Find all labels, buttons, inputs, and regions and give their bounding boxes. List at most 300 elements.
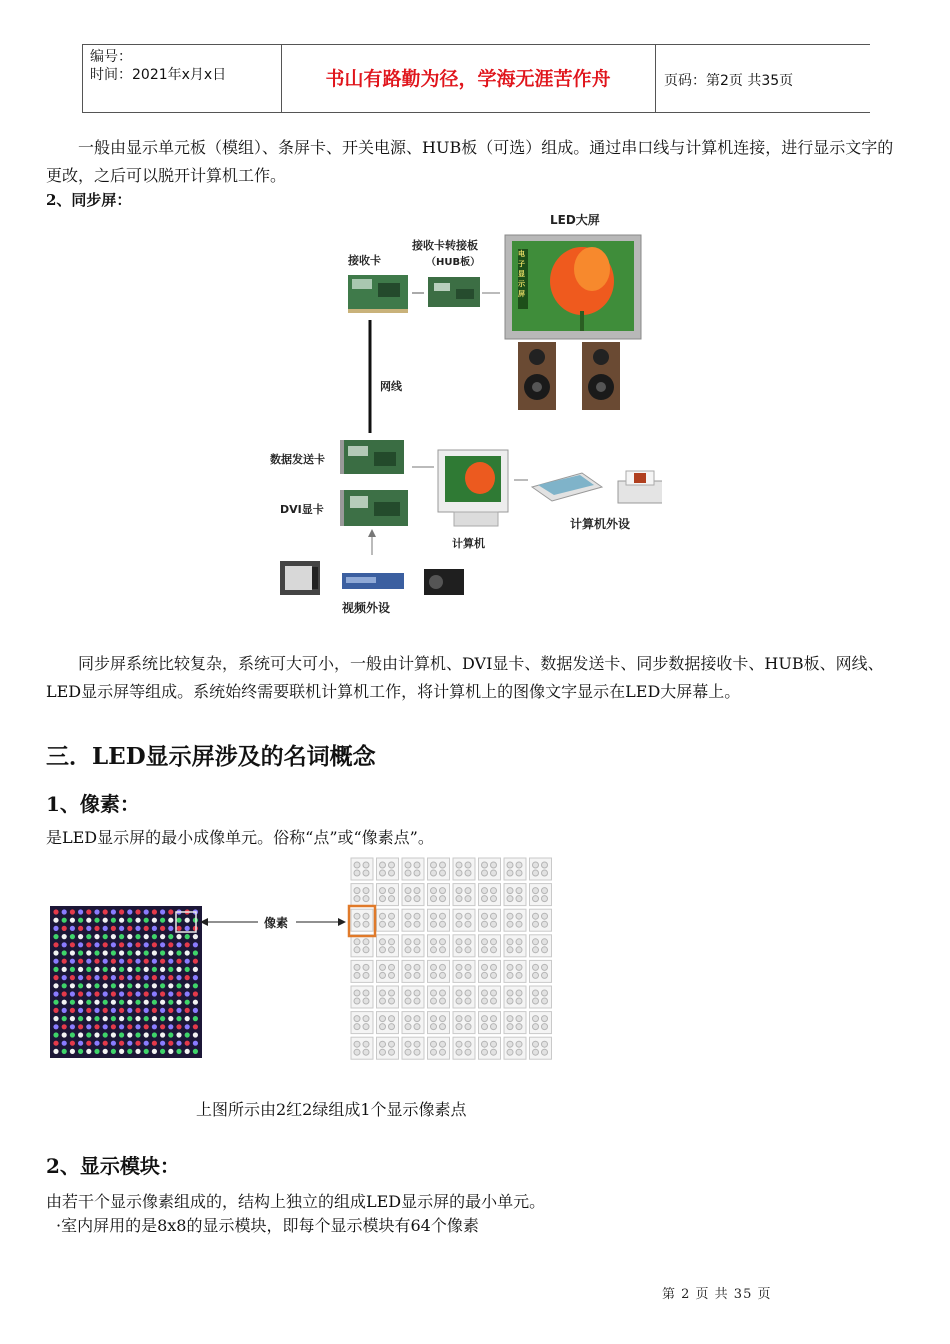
- led-dot: [103, 926, 108, 931]
- led-dot: [127, 1000, 132, 1005]
- led-dot: [176, 942, 181, 947]
- led-dot: [53, 950, 58, 955]
- led-dot: [160, 934, 165, 939]
- pixel-led: [440, 947, 446, 953]
- led-dot: [152, 950, 157, 955]
- pixel-cell: [351, 935, 373, 957]
- led-dot: [185, 1024, 190, 1029]
- led-dot: [135, 1049, 140, 1054]
- pixel-led: [533, 888, 539, 894]
- pixel-led: [533, 870, 539, 876]
- led-dot: [78, 1049, 83, 1054]
- pixel-led: [354, 1016, 360, 1022]
- pixel-led: [405, 998, 411, 1004]
- pixel-cell: [504, 858, 526, 880]
- pixel-led: [405, 1041, 411, 1047]
- pixel-led: [405, 1049, 411, 1055]
- pixel-led: [456, 1024, 462, 1030]
- led-dot: [119, 967, 124, 972]
- pixel-led: [380, 1049, 386, 1055]
- pixel-led: [482, 862, 488, 868]
- led-dot: [111, 1008, 116, 1013]
- led-dot: [62, 950, 67, 955]
- led-dot: [78, 1024, 83, 1029]
- pixel-led: [542, 888, 548, 894]
- led-dot: [144, 909, 149, 914]
- pixel-cell: [479, 935, 501, 957]
- led-dot: [111, 975, 116, 980]
- led-dot: [78, 983, 83, 988]
- pixel-led: [482, 888, 488, 894]
- pixel-led: [363, 1024, 369, 1030]
- pixel-led: [414, 896, 420, 902]
- led-dot: [62, 926, 67, 931]
- pixel-led: [431, 1049, 437, 1055]
- led-dot: [135, 918, 140, 923]
- led-dot: [185, 1000, 190, 1005]
- sync-heading: 2、同步屏：: [46, 191, 132, 209]
- led-dot: [70, 1016, 75, 1021]
- pixel-led: [516, 913, 522, 919]
- led-dot: [78, 1000, 83, 1005]
- pixel-led: [507, 1016, 513, 1022]
- pixel-led: [354, 964, 360, 970]
- led-dot: [168, 934, 173, 939]
- pixel-led: [414, 921, 420, 927]
- led-dot: [70, 909, 75, 914]
- led-dot: [168, 1032, 173, 1037]
- pixel-led: [482, 1049, 488, 1055]
- pixel-cell: [428, 935, 450, 957]
- tv-image: [280, 561, 320, 595]
- led-dot: [94, 1008, 99, 1013]
- pixel-cell: [530, 858, 552, 880]
- led-dot: [144, 959, 149, 964]
- pixel-led: [389, 947, 395, 953]
- pixel-led: [405, 913, 411, 919]
- pixel-led: [482, 1041, 488, 1047]
- pixel-led: [431, 1041, 437, 1047]
- pixel-led: [431, 990, 437, 996]
- led-dot: [185, 1016, 190, 1021]
- pixel-led: [363, 921, 369, 927]
- led-dot: [78, 991, 83, 996]
- led-dot: [94, 909, 99, 914]
- led-dot: [70, 1032, 75, 1037]
- pixel-led: [456, 939, 462, 945]
- pixel-led: [456, 913, 462, 919]
- led-dot: [127, 1041, 132, 1046]
- header-meta: [90, 48, 226, 84]
- pixel-led: [465, 964, 471, 970]
- pixel-led: [431, 862, 437, 868]
- led-dot: [103, 1024, 108, 1029]
- pixel-led: [380, 990, 386, 996]
- led-dot: [94, 1024, 99, 1029]
- pixel-led: [507, 1049, 513, 1055]
- led-dot: [94, 950, 99, 955]
- pixel-led: [542, 939, 548, 945]
- pixel-cell: [377, 1037, 399, 1059]
- led-dot: [176, 918, 181, 923]
- pixel-led: [491, 947, 497, 953]
- led-dot: [185, 950, 190, 955]
- pixel-led: [507, 1024, 513, 1030]
- led-dot: [53, 1008, 58, 1013]
- pixel-led: [482, 1024, 488, 1030]
- pixel-led: [414, 1016, 420, 1022]
- led-dot: [70, 942, 75, 947]
- led-dot: [135, 1000, 140, 1005]
- led-dot: [103, 975, 108, 980]
- pixel-led: [542, 1041, 548, 1047]
- pixel-led: [491, 1041, 497, 1047]
- led-dot: [135, 967, 140, 972]
- pixel-led: [542, 972, 548, 978]
- pixel-led: [354, 888, 360, 894]
- led-dot: [103, 1008, 108, 1013]
- pixel-led: [363, 862, 369, 868]
- pixel-led: [389, 862, 395, 868]
- led-dot: [152, 1008, 157, 1013]
- led-dot: [53, 1000, 58, 1005]
- pixel-led: [405, 888, 411, 894]
- pixel-led: [380, 870, 386, 876]
- pixel-led: [482, 972, 488, 978]
- pixel-led: [491, 1024, 497, 1030]
- pixel-led: [465, 1016, 471, 1022]
- pixel-led: [465, 870, 471, 876]
- pixel-led: [405, 972, 411, 978]
- pixel-led: [431, 964, 437, 970]
- intro-paragraph: 一般由显示单元板（模组）、条屏卡、开关电源、HUB板（可选）组成。通过串口线与计算机连接，进行显示文字的更改，之后可以脱开计算机工作。: [46, 138, 894, 185]
- led-dot: [144, 1041, 149, 1046]
- pixel-led: [431, 888, 437, 894]
- pixel-led: [354, 947, 360, 953]
- pixel-cell: [351, 1012, 373, 1034]
- led-dot: [111, 918, 116, 923]
- pixel-cell: [530, 986, 552, 1008]
- pixel-led: [456, 1016, 462, 1022]
- led-dot: [127, 934, 132, 939]
- pixel-led: [465, 888, 471, 894]
- pixel-led: [440, 1024, 446, 1030]
- pixel-led: [414, 888, 420, 894]
- pixel-cell: [377, 858, 399, 880]
- led-dot: [62, 1049, 67, 1054]
- led-dot: [168, 942, 173, 947]
- pixel-led: [507, 939, 513, 945]
- pixel-led: [542, 862, 548, 868]
- pixel-led: [516, 939, 522, 945]
- led-dot: [119, 1024, 124, 1029]
- led-dot: [86, 983, 91, 988]
- projector-image: [424, 569, 464, 595]
- led-dot: [111, 950, 116, 955]
- led-dot: [86, 1032, 91, 1037]
- pixel-led: [516, 1024, 522, 1030]
- pixel-grid-zoom: [351, 858, 552, 1059]
- pixel-led: [516, 1041, 522, 1047]
- pixel-led: [533, 1016, 539, 1022]
- led-dot: [53, 1024, 58, 1029]
- led-dot: [160, 918, 165, 923]
- led-dot: [176, 1041, 181, 1046]
- pixel-cell: [504, 1012, 526, 1034]
- pixel-cell: [402, 909, 424, 931]
- pixel-led: [363, 947, 369, 953]
- led-dot: [53, 942, 58, 947]
- pixel-cell: [377, 884, 399, 906]
- led-dot: [119, 918, 124, 923]
- pixel-cell: [504, 909, 526, 931]
- led-dot: [160, 967, 165, 972]
- pixel-led: [354, 939, 360, 945]
- led-dot: [176, 1008, 181, 1013]
- led-dot: [168, 1008, 173, 1013]
- led-dot: [111, 967, 116, 972]
- pixel-cell: [428, 1037, 450, 1059]
- pixel-led: [491, 939, 497, 945]
- pixel-led: [482, 939, 488, 945]
- pixel-cell: [479, 884, 501, 906]
- pixel-led: [414, 1024, 420, 1030]
- led-dot: [193, 950, 198, 955]
- label-hub-board-line2: （HUB板）: [426, 257, 481, 268]
- led-dot: [193, 983, 198, 988]
- pixel-led: [440, 990, 446, 996]
- led-dot: [111, 983, 116, 988]
- header-bottom-rule: [82, 112, 870, 113]
- led-dot: [94, 1049, 99, 1054]
- pixel-led: [542, 870, 548, 876]
- led-dot: [70, 926, 75, 931]
- led-dot: [70, 959, 75, 964]
- led-dot: [152, 942, 157, 947]
- pixel-led: [533, 1049, 539, 1055]
- led-dot: [193, 1049, 198, 1054]
- pixel-led: [456, 947, 462, 953]
- pixel-led: [431, 1016, 437, 1022]
- pixel-cell: [530, 884, 552, 906]
- led-dot: [135, 1041, 140, 1046]
- pixel-led: [533, 998, 539, 1004]
- led-dot: [168, 1024, 173, 1029]
- led-dot: [152, 991, 157, 996]
- led-dot: [119, 1041, 124, 1046]
- pixel-led: [542, 964, 548, 970]
- pixel-led: [405, 870, 411, 876]
- led-dot: [176, 975, 181, 980]
- label-receiver-card: 接收卡: [348, 254, 381, 267]
- pixel-cell: [428, 884, 450, 906]
- pixel-led: [465, 947, 471, 953]
- led-dot: [86, 934, 91, 939]
- led-dot: [86, 991, 91, 996]
- led-dot: [62, 918, 67, 923]
- pixel-led: [354, 913, 360, 919]
- pixel-led: [507, 1041, 513, 1047]
- pixel-cell: [428, 960, 450, 982]
- pixel-led: [380, 964, 386, 970]
- led-dot: [168, 1041, 173, 1046]
- led-dot: [135, 975, 140, 980]
- led-dot: [185, 983, 190, 988]
- led-dot: [86, 942, 91, 947]
- pixel-led: [516, 896, 522, 902]
- led-dot: [168, 1016, 173, 1021]
- led-dot: [144, 926, 149, 931]
- pixel-led: [491, 913, 497, 919]
- led-dot: [160, 1032, 165, 1037]
- pixel-led: [354, 1041, 360, 1047]
- pixel-led: [456, 1041, 462, 1047]
- led-dot: [176, 926, 181, 931]
- led-dot: [103, 959, 108, 964]
- pixel-led: [440, 870, 446, 876]
- led-dot: [94, 926, 99, 931]
- pixel-led: [533, 921, 539, 927]
- led-dot: [168, 1049, 173, 1054]
- pixel-led: [414, 947, 420, 953]
- led-dot: [62, 1041, 67, 1046]
- pixel-led: [465, 1024, 471, 1030]
- led-dot: [193, 975, 198, 980]
- led-dot: [127, 909, 132, 914]
- header-top-rule: [82, 44, 870, 45]
- led-dot: [193, 934, 198, 939]
- led-dot: [70, 934, 75, 939]
- pixel-led: [507, 870, 513, 876]
- pixel-led: [440, 1049, 446, 1055]
- pixel-led: [405, 990, 411, 996]
- receiver-card-image: [348, 275, 408, 313]
- pixel-led: [507, 990, 513, 996]
- led-dot: [94, 1032, 99, 1037]
- pixel-led: [507, 947, 513, 953]
- pixel-led: [516, 862, 522, 868]
- pixel-cell: [453, 935, 475, 957]
- pixel-cell: [351, 858, 373, 880]
- pixel-led: [507, 964, 513, 970]
- led-dot: [127, 1032, 132, 1037]
- pixel-led: [380, 1016, 386, 1022]
- pixel-led: [491, 990, 497, 996]
- pixel-led: [542, 998, 548, 1004]
- led-dot: [53, 991, 58, 996]
- led-dot: [86, 1000, 91, 1005]
- pixel-led: [389, 1049, 395, 1055]
- led-dot: [160, 1016, 165, 1021]
- led-dot: [62, 934, 67, 939]
- led-dot: [176, 983, 181, 988]
- led-dot: [86, 926, 91, 931]
- led-dot: [70, 975, 75, 980]
- pixel-cell: [453, 986, 475, 1008]
- pixel-led: [431, 998, 437, 1004]
- led-dot: [193, 991, 198, 996]
- pixel-cell: [402, 858, 424, 880]
- pixel-cell: [479, 986, 501, 1008]
- led-dot: [103, 1041, 108, 1046]
- pixel-led: [482, 947, 488, 953]
- led-dot: [94, 934, 99, 939]
- led-dot: [78, 1008, 83, 1013]
- pixel-led: [363, 896, 369, 902]
- pixel-cell: [351, 884, 373, 906]
- led-dot: [78, 967, 83, 972]
- led-dot: [70, 1024, 75, 1029]
- led-dot: [144, 1032, 149, 1037]
- pixel-led: [440, 862, 446, 868]
- pixel-cell: [377, 935, 399, 957]
- pixel-led: [507, 888, 513, 894]
- led-dot: [111, 1049, 116, 1054]
- pixel-led: [389, 913, 395, 919]
- pixel-led: [414, 972, 420, 978]
- pixel-led: [533, 1041, 539, 1047]
- pixel-led: [516, 990, 522, 996]
- speaker-right-image: [582, 342, 620, 410]
- led-dot: [53, 1049, 58, 1054]
- led-dot: [135, 959, 140, 964]
- pixel-led: [414, 1041, 420, 1047]
- pixel-led: [516, 888, 522, 894]
- pixel-led: [533, 947, 539, 953]
- vcr-image: [342, 573, 404, 589]
- pixel-led: [414, 913, 420, 919]
- pixel-cell: [479, 909, 501, 931]
- pixel-led: [465, 939, 471, 945]
- led-dot: [119, 942, 124, 947]
- label-dvi-card: DVI显卡: [280, 503, 324, 516]
- led-dot: [160, 942, 165, 947]
- led-dot: [193, 1041, 198, 1046]
- led-dot: [62, 1000, 67, 1005]
- led-dot: [144, 975, 149, 980]
- pixel-cell: [530, 1012, 552, 1034]
- led-dot: [144, 991, 149, 996]
- led-dot: [111, 934, 116, 939]
- led-dot: [135, 1008, 140, 1013]
- pixel-figure-graphics: [48, 856, 558, 1066]
- led-dot: [103, 934, 108, 939]
- pixel-heading: 1、像素：: [46, 792, 140, 816]
- led-dot: [111, 1032, 116, 1037]
- header-motto: 书山有路勤为径，学海无涯苦作舟: [325, 68, 611, 90]
- pixel-led: [354, 921, 360, 927]
- led-dot: [135, 1016, 140, 1021]
- pixel-cell: [402, 1037, 424, 1059]
- led-dot: [135, 926, 140, 931]
- led-dot: [160, 975, 165, 980]
- pixel-led: [542, 1049, 548, 1055]
- led-dot: [86, 1041, 91, 1046]
- led-dot: [152, 1041, 157, 1046]
- led-dot: [78, 1041, 83, 1046]
- led-dot: [94, 1000, 99, 1005]
- pixel-led: [380, 1024, 386, 1030]
- pixel-cell: [428, 1012, 450, 1034]
- led-dot: [185, 959, 190, 964]
- led-dot: [78, 950, 83, 955]
- led-dot: [86, 909, 91, 914]
- sync-paragraph: 同步屏系统比较复杂，系统可大可小，一般由计算机、DVI显卡、数据发送卡、同步数据接收卡、HUB板、网线、LED显示屏等组成。系统始终需要联机计算机工作，将计算机上的图像文字显示在LED大屏幕上。: [46, 654, 884, 701]
- pixel-led: [533, 862, 539, 868]
- pixel-cell: [402, 935, 424, 957]
- pixel-cell: [453, 1037, 475, 1059]
- led-dot: [144, 1008, 149, 1013]
